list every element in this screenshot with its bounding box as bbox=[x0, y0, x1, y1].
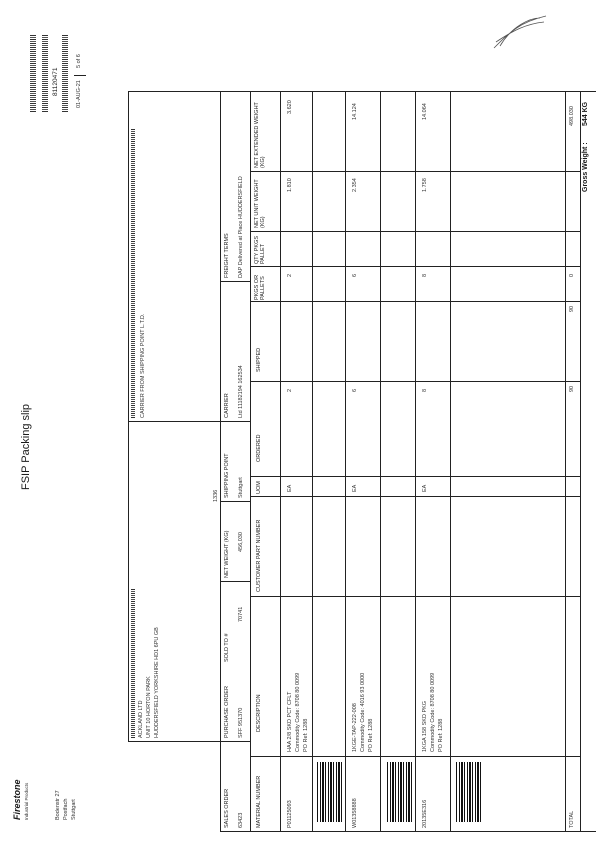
val-sold-to: 70741 bbox=[238, 606, 244, 622]
val-sales-order: 63423 bbox=[238, 812, 244, 828]
item-uom: EA bbox=[352, 484, 358, 492]
val-freight-terms: DAP Delivered at Place HUDDERSFIELD bbox=[238, 176, 244, 278]
redacted-bar bbox=[131, 588, 135, 738]
redacted-bar bbox=[42, 34, 48, 112]
item-desc-2: Commodity Code: 8708 80 0099 bbox=[430, 672, 436, 752]
doc-page: 5 of 6 bbox=[76, 54, 82, 68]
item-ext-weight: 14.124 bbox=[352, 103, 358, 120]
item-desc-2: Commodity Code: 4016 93 0000 bbox=[360, 672, 366, 752]
item-desc-1: 1KGE-TAP-222-008 bbox=[352, 703, 358, 752]
col-ordered: ORDERED bbox=[256, 434, 262, 462]
totals-ordered: 90 bbox=[569, 385, 575, 392]
item-uom: EA bbox=[422, 484, 428, 492]
totals-net: 498.030 bbox=[569, 106, 575, 126]
col-uom: UOM bbox=[256, 481, 262, 494]
hdr-carrier: CARRIER bbox=[224, 393, 230, 418]
address-line-1: Bodenstr 27 bbox=[55, 790, 61, 820]
totals-label: TOTAL bbox=[569, 810, 575, 828]
gross-weight-value: 544 KG bbox=[582, 101, 589, 126]
item-uom: EA bbox=[287, 484, 293, 492]
carrier-notes: CARRIER FROM SHIPPING POINT L.T.D. bbox=[140, 313, 146, 418]
item-unit-weight: 2.354 bbox=[352, 178, 358, 192]
order-ref: 1336 bbox=[213, 489, 219, 502]
item-pkgs: 8 bbox=[422, 273, 428, 277]
hdr-freight-terms: FREIGHT TERMS bbox=[224, 233, 230, 278]
col-qty-pkgs: QTY PKGS PALLET bbox=[254, 235, 266, 264]
ship-to-line-3: HUDDERSFIELD YORKSHIRE HD1 6PU GB bbox=[154, 627, 160, 738]
item-pkgs: 2 bbox=[287, 273, 293, 277]
address-line-2: Postfach bbox=[63, 798, 69, 820]
item-pkgs: 6 bbox=[352, 273, 358, 277]
hdr-sales-order: SALES ORDER bbox=[224, 788, 230, 828]
redacted-bar bbox=[131, 128, 135, 418]
address-line-3: Stuttgart bbox=[71, 799, 77, 820]
col-material: MATERIAL NUMBER bbox=[256, 775, 262, 828]
signature-mark bbox=[490, 12, 550, 52]
item-desc-2: Commodity Code: 8708 80 0099 bbox=[295, 672, 301, 752]
val-purchase-order: SFF 951370 bbox=[238, 707, 244, 738]
ship-to-line-2: UNIT 10 HORTON PARK bbox=[146, 676, 152, 738]
item-ordered: 6 bbox=[352, 388, 358, 392]
hdr-purchase-order: PURCHASE ORDER bbox=[224, 686, 230, 738]
item-unit-weight: 1.758 bbox=[422, 178, 428, 192]
item-ordered: 2 bbox=[287, 388, 293, 392]
gross-weight-label: Gross Weight : bbox=[582, 142, 589, 192]
item-material: 20135E316 bbox=[422, 799, 428, 828]
col-ext-weight: NET EXTENDED WEIGHT (KG) bbox=[254, 102, 266, 168]
col-shipped: SHIPPED bbox=[256, 347, 262, 372]
totals-pkgs: 0 bbox=[569, 273, 575, 277]
page-title: FSIP Packing slip bbox=[20, 403, 32, 490]
item-ext-weight: 14.064 bbox=[422, 103, 428, 120]
barcode bbox=[316, 762, 342, 822]
hdr-net-weight: NET WEIGHT (KG) bbox=[224, 530, 230, 578]
barcode bbox=[455, 762, 481, 822]
item-desc-3: PO Ref: 1288 bbox=[303, 718, 309, 752]
hdr-sold-to: SOLD TO # bbox=[224, 633, 230, 662]
item-ordered: 8 bbox=[422, 388, 428, 392]
item-unit-weight: 1.810 bbox=[287, 178, 293, 192]
brand-tagline: Industrial Products bbox=[24, 782, 29, 820]
doc-date: 01-AUG-21 bbox=[76, 80, 82, 108]
doc-code: 81120471 bbox=[52, 67, 59, 96]
col-customer-part: CUSTOMER PART NUMBER bbox=[256, 519, 262, 592]
item-desc-3: PO Ref: 1288 bbox=[438, 718, 444, 752]
col-pkgs: PKGS OR PALLETS bbox=[254, 274, 266, 300]
val-carrier: Ltd 11182194 162534 bbox=[238, 365, 244, 418]
item-desc-1: 1KGA 158 SKD PKG bbox=[422, 700, 428, 752]
ship-to-line-1: ACKLAND LTD bbox=[138, 700, 144, 738]
val-net-weight: 456,030 bbox=[238, 532, 244, 552]
totals-shipped: 90 bbox=[569, 305, 575, 312]
item-material: P01125093 bbox=[287, 800, 293, 828]
brand-logo: Firestone bbox=[12, 779, 22, 820]
doc-info-box bbox=[30, 32, 88, 112]
redacted-bar bbox=[30, 34, 36, 112]
item-ext-weight: 3.620 bbox=[287, 100, 293, 114]
hdr-shipping-point: SHIPPING POINT bbox=[224, 453, 230, 498]
val-shipping-point: Stuttgart bbox=[238, 477, 244, 498]
redacted-bar bbox=[62, 34, 68, 112]
col-unit-weight: NET UNIT WEIGHT (KG) bbox=[254, 179, 266, 228]
item-desc-3: PO Ref: 1288 bbox=[368, 718, 374, 752]
item-desc-1: HAA 2/8 SKD PCT CFLT bbox=[287, 691, 293, 752]
barcode bbox=[386, 762, 412, 822]
item-material: W01358888 bbox=[352, 798, 358, 828]
col-description: DESCRIPTION bbox=[256, 694, 262, 732]
